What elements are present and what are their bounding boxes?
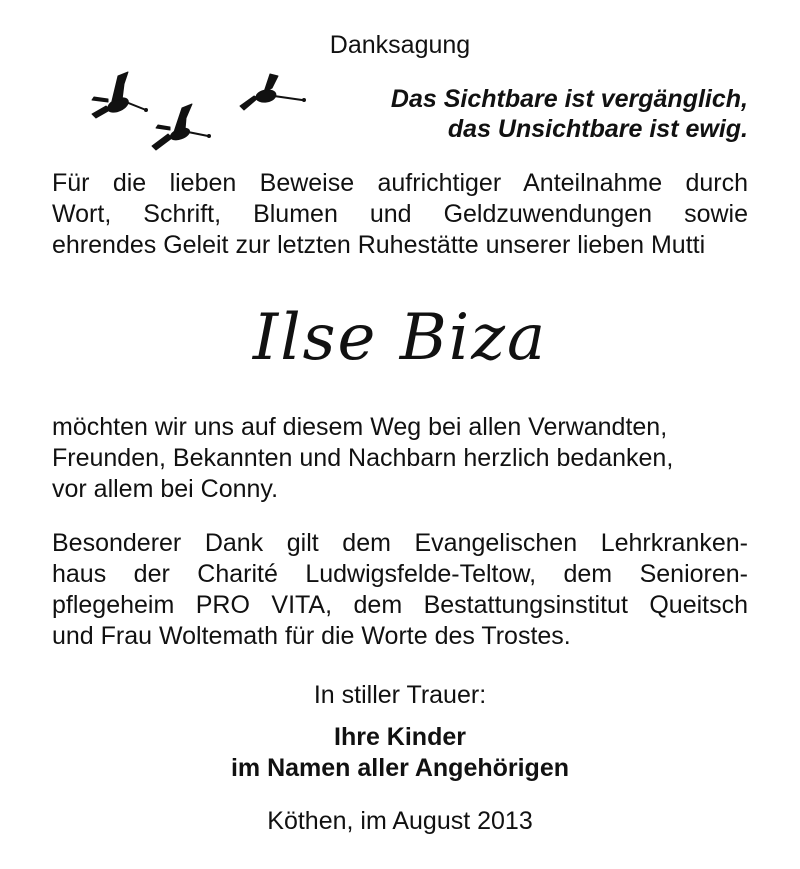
deceased-name: Ilse Biza [252,301,548,375]
text-line: vor allem bei Conny. [52,475,279,503]
mourning-intro: In stiller Trauer: [313,681,487,709]
text-line: möchten wir uns auf diesem Weg bei allen Verwandten, [52,413,668,441]
text-line: Besonderer Dank gilt dem Evangelischen Lehrkranken- [52,529,748,557]
text-line: pflegeheim PRO VITA, dem Bestattungsinstitut Queitsch [52,591,748,619]
heading: Danksagung [329,31,471,59]
text-line: Wort, Schrift, Blumen und Geldzuwendungen sowie [52,200,748,228]
flying-birds-icon [88,70,318,160]
thanks-paragraph [52,412,748,505]
place-date: Köthen, im August 2013 [267,807,533,835]
intro-paragraph [52,168,748,261]
quote-line: das Unsichtbare ist ewig. [447,115,748,143]
text-line: ehrendes Geleit zur letzten Ruhestätte unserer lieben Mutti [52,231,706,259]
bird-icon [240,74,306,110]
text-line: Für die lieben Beweise aufrichtiger Anteilnahme durch [52,169,748,197]
special-thanks-paragraph [52,528,748,652]
signature-line: Ihre Kinder [334,723,466,751]
quote-line: Das Sichtbare ist vergänglich, [390,85,748,113]
signature-line: im Namen aller Angehörigen [230,754,570,782]
text-line: haus der Charité Ludwigsfelde-Teltow, dem Senioren- [52,560,748,588]
bird-icon [152,104,211,150]
bird-icon [92,72,148,118]
text-line: Freunden, Bekannten und Nachbarn herzlich bedanken, [52,444,674,472]
quote [391,84,748,144]
text-line: und Frau Woltemath für die Worte des Trostes. [52,622,571,650]
